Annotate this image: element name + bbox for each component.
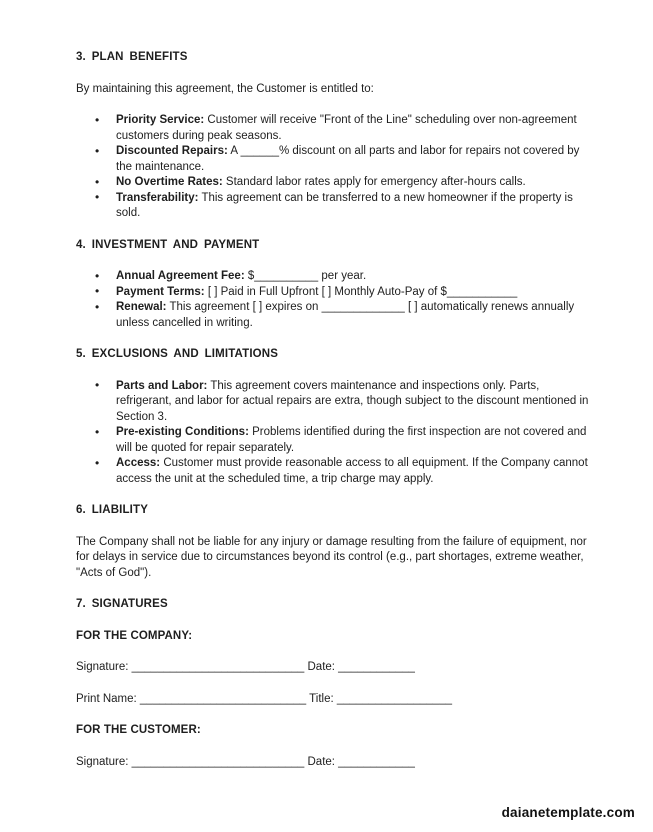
bullet-lead: Annual Agreement Fee:: [116, 270, 245, 282]
bullet-text: This agreement can be transferred to a new homeowner if the property is sold.: [116, 191, 573, 219]
list-item: [116, 191, 589, 222]
bullet-text: Customer must provide reasonable access to all equipment. If the Company cannot access the unit at the scheduled time, a trip charge may apply.: [116, 457, 588, 485]
list-item: [116, 300, 589, 331]
bullet-lead: Priority Service:: [116, 114, 205, 126]
bullet-lead: Renewal:: [116, 301, 167, 313]
bullet-text: This agreement [ ] expires on _____________ [ ] automatically renews annually unless cancelled in writing.: [116, 301, 575, 329]
bullet-lead: Access:: [116, 457, 161, 469]
company-printname-title-line: Print Name: __________________________ Title: __________________: [76, 692, 452, 705]
bullet-lead: Transferability:: [116, 191, 199, 204]
list-item: [116, 425, 589, 456]
bullet-lead: Parts and Labor:: [116, 379, 208, 392]
section-investment-payment: [76, 238, 589, 332]
section-heading: 5. EXCLUSIONS AND LIMITATIONS: [76, 348, 279, 360]
customer-signature-title: FOR THE CUSTOMER:: [76, 724, 201, 736]
company-signature-date-line: Signature: ___________________________ Date: ____________: [76, 661, 415, 673]
benefits-list: [76, 113, 589, 222]
bullet-text: Customer will receive "Front of the Line" scheduling over non-agreement customers during peak seasons.: [116, 114, 577, 142]
section-signatures: [76, 597, 589, 770]
list-item: [116, 285, 589, 301]
bullet-text: $__________ per year.: [244, 270, 367, 282]
bullet-text: Standard labor rates apply for emergency after-hours calls.: [222, 176, 526, 188]
bullet-text: [ ] Paid in Full Upfront [ ] Monthly Auto-Pay of $___________: [204, 285, 518, 298]
customer-signature-date-line: Signature: ___________________________ Date: ____________: [76, 755, 415, 768]
company-signature-title: FOR THE COMPANY:: [76, 629, 193, 642]
bullet-lead: No Overtime Rates:: [116, 176, 223, 188]
list-item: [116, 175, 589, 191]
bullet-lead: Discounted Repairs:: [116, 145, 228, 157]
list-item: [116, 456, 589, 487]
list-item: [116, 379, 589, 426]
section-plan-benefits: [76, 50, 589, 222]
section-intro: By maintaining this agreement, the Customer is entitled to:: [76, 82, 374, 95]
bullet-text: Problems identified during the first inspection are not covered and will be quoted for repair separately.: [116, 426, 587, 454]
exclusions-list: [76, 379, 589, 488]
section-liability: [76, 503, 589, 581]
liability-paragraph: The Company shall not be liable for any injury or damage resulting from the failure of equipment, nor for delays in service due to circumstances beyond its control (e.g., part shortages, extreme weather, "Acts of God").: [76, 535, 587, 579]
section-heading: 7. SIGNATURES: [76, 598, 168, 610]
bullet-text: A ______% discount on all parts and labor for repairs not covered by the maintenance.: [116, 145, 580, 173]
section-heading: 4. INVESTMENT AND PAYMENT: [76, 238, 260, 251]
list-item: [116, 113, 589, 144]
list-item: [116, 144, 589, 175]
list-item: [116, 269, 589, 285]
bullet-lead: Payment Terms:: [116, 285, 205, 298]
payment-list: [76, 269, 589, 331]
bullet-lead: Pre-existing Conditions:: [116, 426, 249, 438]
section-exclusions-limitations: [76, 347, 589, 487]
section-heading: 6. LIABILITY: [76, 504, 149, 516]
section-heading: 3. PLAN BENEFITS: [76, 51, 188, 63]
watermark-text: daianetemplate.com: [501, 804, 635, 820]
bullet-text: This agreement covers maintenance and inspections only. Parts, refrigerant, and labor for actual repairs are extra, though subject to the discount mentioned in Section 3.: [116, 379, 589, 423]
